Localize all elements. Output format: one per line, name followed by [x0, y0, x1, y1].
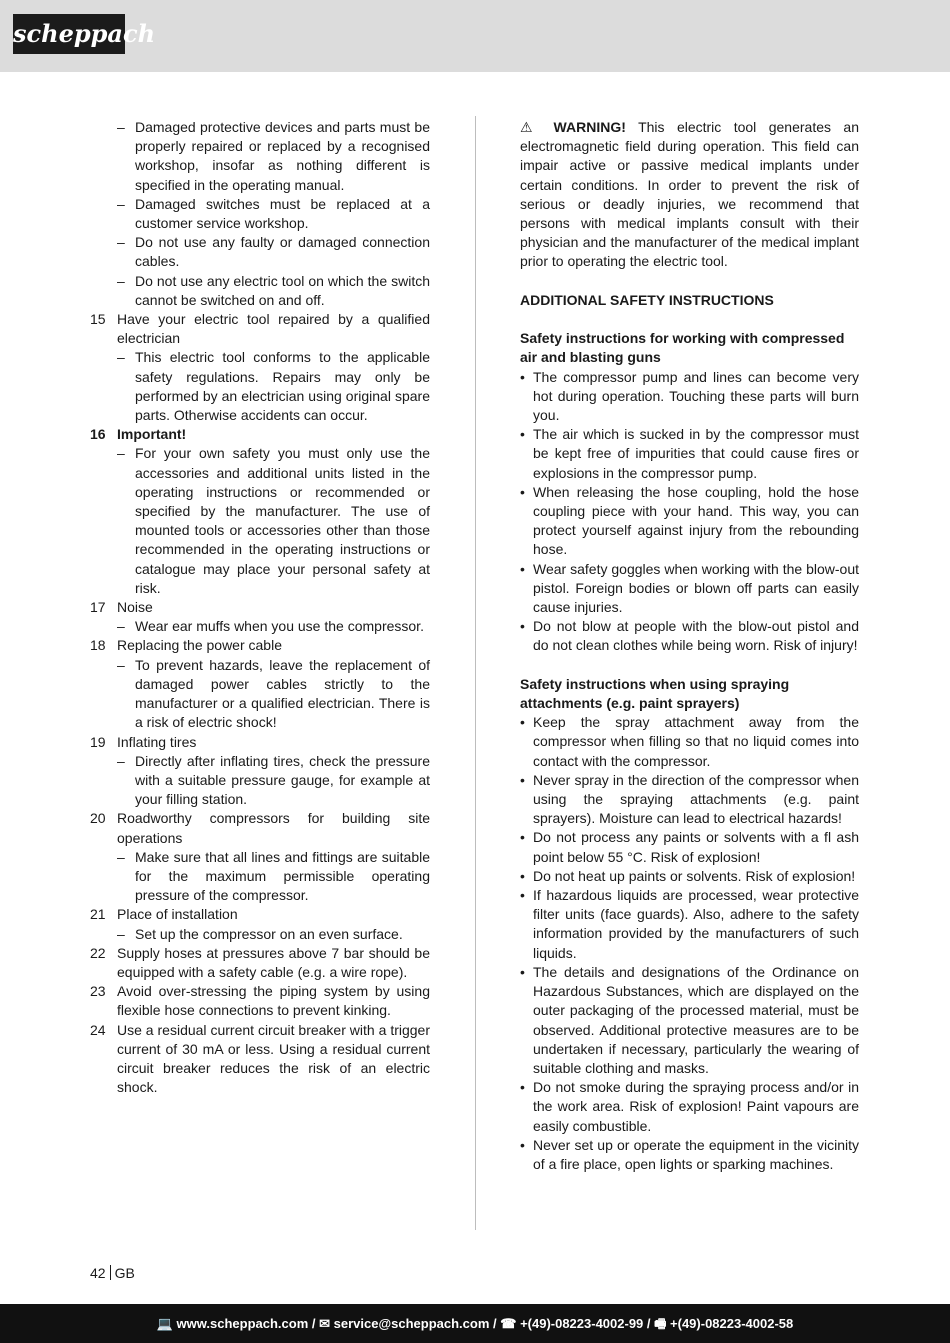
compressed-air-heading: Safety instructions for working with compressed air and blasting guns	[520, 330, 845, 366]
bullet-list-item	[520, 828, 859, 866]
item-number: 23	[90, 983, 106, 1000]
numbered-list-item	[90, 733, 430, 752]
item-text: Important!	[117, 426, 187, 443]
dash-list-item	[90, 617, 430, 636]
item-number: 16	[90, 426, 106, 443]
fax-icon: 🖷	[654, 1316, 671, 1331]
bullet-list-item	[520, 617, 859, 655]
item-text: Have your electric tool repaired by a qualified electrician	[117, 311, 430, 347]
item-text: Damaged protective devices and parts must be properly repaired or replaced by a recognised workshop, insofar as nothing different is specified in the operating manual.	[135, 119, 430, 193]
column-divider	[475, 116, 476, 1230]
fax-number: +(49)-08223-4002-58	[670, 1316, 794, 1331]
bullet-text: Do not blow at people with the blow-out pistol and do not clean clothes while being worn. Risk of injury!	[533, 618, 859, 654]
item-text: Roadworthy compressors for building site operations	[117, 810, 430, 846]
warning-label: WARNING!	[553, 119, 626, 135]
bullet-text: Do not smoke during the spraying process and/or in the work area. Risk of explosion! Paint vapours are easily combustible.	[533, 1079, 859, 1134]
bullet-list-item	[520, 368, 859, 426]
dash-marker: –	[117, 234, 125, 251]
numbered-list-item	[90, 905, 430, 924]
bullet-text: Keep the spray attachment away from the compressor when filling so that no liquid comes into contact with the compressor.	[533, 714, 859, 769]
scheppach-logo: scheppach	[13, 14, 125, 54]
phone-icon: ☎	[500, 1316, 521, 1331]
item-text: Set up the compressor on an even surface.	[135, 925, 403, 942]
email-icon: ✉	[319, 1316, 334, 1331]
numbered-list-item	[90, 310, 430, 348]
dash-marker: –	[117, 445, 125, 462]
item-text: Use a residual current circuit breaker with a trigger current of 30 mA or less. Using a residual current circuit breaker reduces the risk of an electric shock.	[117, 1021, 430, 1096]
bullet-text: Never spray in the direction of the compressor when using the spraying attachments (e.g. paint sprayers). Moisture can lead to electrical hazards!	[533, 771, 859, 827]
dash-marker: –	[117, 272, 125, 289]
bullet-list-item	[520, 1078, 859, 1136]
warning-paragraph	[520, 118, 859, 272]
bullet-marker: •	[520, 829, 525, 846]
additional-safety-heading: ADDITIONAL SAFETY INSTRUCTIONS	[520, 291, 774, 308]
computer-icon: 💻	[156, 1316, 177, 1331]
dash-list-item	[90, 118, 430, 195]
dash-list-item	[90, 195, 430, 233]
item-text: Do not use any faulty or damaged connection cables.	[135, 234, 430, 270]
item-text: Place of installation	[117, 906, 238, 923]
dash-list-item	[90, 348, 430, 425]
bullet-marker: •	[520, 867, 525, 884]
item-text: Directly after inflating tires, check the pressure with a suitable pressure gauge, for example at your filling station.	[135, 752, 430, 808]
bullet-list-item	[520, 560, 859, 618]
bullet-marker: •	[520, 560, 525, 577]
item-number: 19	[90, 733, 106, 750]
dash-marker: –	[117, 349, 125, 366]
phone-number: +(49)-08223-4002-99	[520, 1316, 644, 1331]
bullet-text: Do not process any paints or solvents with a fl ash point below 55 °C. Risk of explosion!	[533, 829, 859, 865]
dash-marker: –	[117, 925, 125, 942]
dash-list-item	[90, 925, 430, 944]
bullet-list-item	[520, 425, 859, 483]
bullet-text: Wear safety goggles when working with the blow-out pistol. Foreign bodies or blown off parts can easily cause injuries.	[533, 560, 859, 616]
email-link[interactable]: service@scheppach.com	[333, 1316, 490, 1331]
bullet-marker: •	[520, 618, 525, 635]
numbered-list-item	[90, 425, 430, 444]
item-number: 15	[90, 311, 106, 328]
dash-marker: –	[117, 119, 125, 135]
bullet-list-item	[520, 713, 859, 771]
bullet-marker: •	[520, 963, 525, 980]
item-number: 21	[90, 906, 106, 923]
bullet-marker: •	[520, 483, 525, 500]
warning-text: This electric tool generates an electromagnetic field during operation. This field can impair active or passive medical implants under certain conditions. In order to prevent the risk of serious or deadly injuries, we recommend that persons with medical implants consult with their physician and the manufacturer of the medical implant prior to operating the electric tool.	[520, 119, 860, 270]
numbered-list-item	[90, 598, 430, 617]
dash-marker: –	[117, 656, 125, 673]
item-text: This electric tool conforms to the applicable safety regulations. Repairs may only be performed by an electrician using original spare parts. Otherwise accidents can occur.	[135, 349, 430, 424]
right-column	[520, 118, 859, 1174]
warning-icon: ⚠	[520, 119, 542, 135]
page-number: 42	[90, 1265, 106, 1281]
item-text: Inflating tires	[117, 733, 197, 750]
language-code: GB	[114, 1265, 135, 1281]
left-column	[90, 118, 430, 1097]
dash-list-item	[90, 272, 430, 310]
bullet-text: The air which is sucked in by the compressor must be kept free of impurities that could cause fires or explosions in the compressor pump.	[533, 426, 859, 481]
bullet-text: The compressor pump and lines can become very hot during operation. Touching these parts will burn you.	[533, 368, 859, 424]
item-number: 17	[90, 599, 106, 616]
item-number: 18	[90, 637, 106, 654]
item-text: For your own safety you must only use the accessories and additional units listed in the operating instructions or recommended or specified by the manufacturer. The use of mounted tools or accessories other than those recommended in the operating instructions or catalogue may place your personal safety at risk.	[135, 445, 430, 596]
dash-list-item	[90, 656, 430, 733]
dash-list-item	[90, 752, 430, 810]
bullet-list-item	[520, 867, 859, 886]
item-number: 22	[90, 944, 106, 961]
spraying-heading: Safety instructions when using spraying attachments (e.g. paint sprayers)	[520, 675, 790, 712]
bullet-marker: •	[520, 1079, 525, 1096]
dash-marker: –	[117, 618, 125, 635]
bullet-marker: •	[520, 368, 525, 385]
dash-marker: –	[117, 752, 125, 769]
bullet-marker: •	[520, 887, 525, 904]
bullet-list-item	[520, 963, 859, 1078]
dash-list-item	[90, 848, 430, 906]
bullet-marker: •	[520, 426, 525, 443]
bullet-marker: •	[520, 771, 525, 788]
bullet-text: When releasing the hose coupling, hold the hose coupling piece with your hand. This way, you can protect yourself against injury from the rebounding hose.	[533, 483, 859, 558]
compressed-air-list	[520, 368, 859, 656]
item-text: Noise	[117, 599, 153, 616]
website-link[interactable]: www.scheppach.com	[176, 1316, 309, 1331]
item-text: Supply hoses at pressures above 7 bar should be equipped with a safety cable (e.g. a wire rope).	[117, 944, 430, 980]
dash-marker: –	[117, 848, 125, 865]
item-text: To prevent hazards, leave the replacement of damaged power cables strictly to the manufacturer or a qualified electrician. There is a risk of electric shock!	[135, 656, 430, 731]
bullet-marker: •	[520, 1136, 525, 1153]
item-text: Make sure that all lines and fittings are suitable for the maximum permissible operating pressure of the compressor.	[135, 848, 430, 904]
dash-list-item	[90, 444, 430, 598]
bullet-list-item	[520, 771, 859, 829]
numbered-list-item	[90, 636, 430, 655]
item-number: 20	[90, 810, 106, 827]
numbered-list-item	[90, 944, 430, 982]
dash-list-item	[90, 233, 430, 271]
bullet-list-item	[520, 1136, 859, 1174]
spraying-list	[520, 713, 859, 1174]
bullet-list-item	[520, 483, 859, 560]
item-text: Damaged switches must be replaced at a customer service workshop.	[135, 195, 430, 232]
numbered-list-item	[90, 809, 430, 847]
dash-marker: –	[117, 195, 125, 212]
bullet-text: If hazardous liquids are processed, wear protective filter units (face guards). Also, adhere to the safety information provided by the manufacturers of such liquids.	[533, 887, 859, 961]
item-number: 24	[90, 1021, 106, 1038]
numbered-list-item	[90, 982, 430, 1020]
item-text: Avoid over-stressing the piping system by using flexible hose connections to prevent kinking.	[117, 983, 430, 1019]
contact-bar: 💻 www.scheppach.com / ✉ service@scheppach.com / ☎ +(49)-08223-4002-99 / 🖷 +(49)-08223-4002-58	[0, 1304, 950, 1343]
bullet-list-item	[520, 886, 859, 963]
bullet-marker: •	[520, 714, 525, 731]
item-text: Do not use any electric tool on which the switch cannot be switched on and off.	[135, 272, 430, 308]
bullet-text: Do not heat up paints or solvents. Risk of explosion!	[533, 867, 856, 884]
numbered-list-item	[90, 1021, 430, 1098]
item-text: Wear ear muffs when you use the compressor.	[135, 618, 424, 635]
page-header	[0, 0, 950, 72]
page-number-label	[90, 1264, 135, 1283]
bullet-text: Never set up or operate the equipment in the vicinity of a fire place, open lights or sparking machines.	[533, 1136, 859, 1172]
item-text: Replacing the power cable	[117, 637, 282, 654]
bullet-text: The details and designations of the Ordinance on Hazardous Substances, which are displayed on the outer packaging of the processed material, must be observed. Additional protective measures are to be undertaken if necessary, particularly the wearing of suitable clothing and masks.	[533, 963, 859, 1076]
